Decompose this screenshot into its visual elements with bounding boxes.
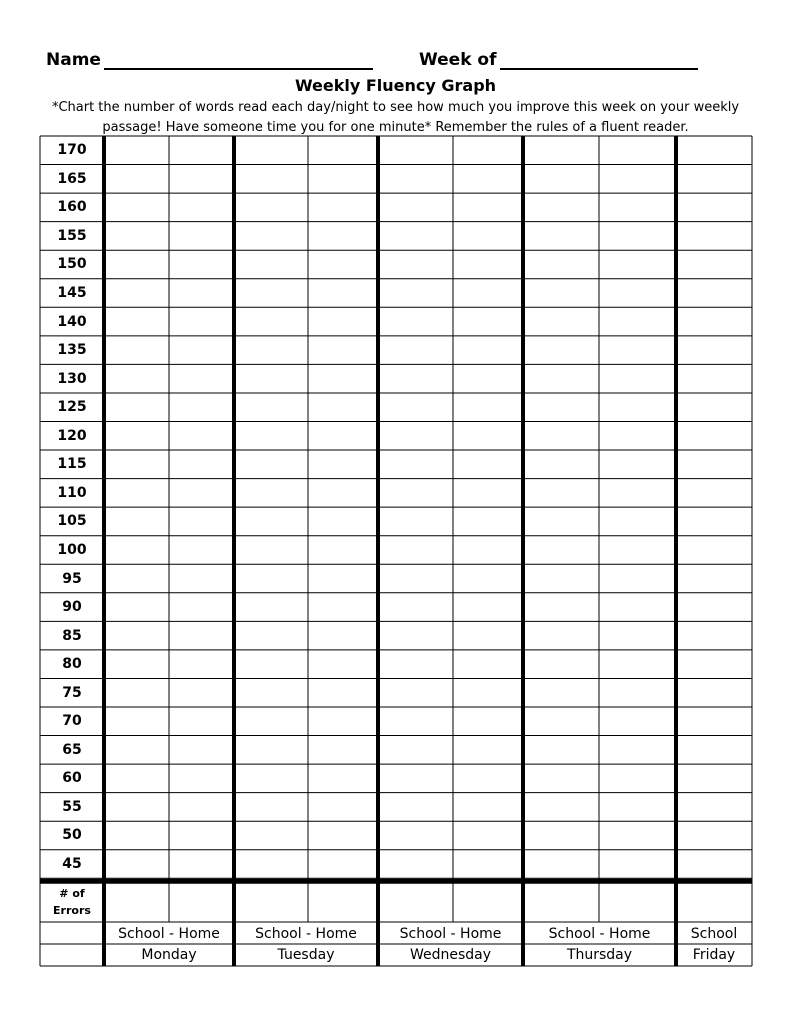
y-axis-label: 115 — [57, 456, 87, 473]
y-axis-label: 60 — [62, 770, 82, 787]
y-axis-label: 75 — [62, 684, 82, 701]
day-label-tuesday: Tuesday — [277, 947, 335, 963]
name-label: Name — [46, 50, 101, 70]
y-axis-label: 85 — [62, 627, 82, 644]
y-axis-label: 105 — [57, 513, 87, 530]
y-axis-label: 150 — [57, 256, 87, 273]
y-axis-label: 155 — [57, 227, 87, 244]
school-home-label: School - Home — [548, 926, 651, 942]
y-axis-label: 55 — [62, 798, 82, 815]
y-axis-label: 95 — [62, 570, 82, 587]
y-axis-label: 165 — [57, 170, 87, 187]
day-label-thursday: Thursday — [566, 947, 633, 963]
y-axis-label: 125 — [57, 399, 87, 416]
y-axis-label: 50 — [62, 827, 82, 844]
y-axis-label: 135 — [57, 342, 87, 359]
y-axis-label: 120 — [57, 427, 87, 444]
y-axis-label: 80 — [62, 656, 82, 673]
y-axis-label: 170 — [57, 142, 87, 159]
page-title: Weekly Fluency Graph — [294, 76, 497, 95]
instructions-line-2: passage! Have someone time you for one minute* Remember the rules of a fluent reader. — [102, 120, 689, 135]
school-home-label: School - Home — [255, 926, 357, 942]
errors-label-line-2: Errors — [53, 904, 91, 917]
y-axis-label: 90 — [62, 599, 82, 616]
errors-label-line-1: # of — [59, 887, 85, 900]
school-home-label: School - Home — [118, 926, 220, 942]
y-axis-label: 160 — [57, 199, 87, 216]
day-label-monday: Monday — [141, 947, 197, 963]
y-axis-label: 65 — [62, 741, 82, 758]
y-axis-label: 130 — [57, 370, 87, 387]
week-of-label: Week of — [419, 50, 497, 70]
school-home-label: School — [690, 926, 738, 942]
day-label-friday: Friday — [692, 947, 736, 963]
y-axis-label: 45 — [62, 856, 82, 873]
school-home-label: School - Home — [399, 926, 502, 942]
y-axis-label: 70 — [62, 713, 82, 730]
y-axis-label: 110 — [57, 484, 87, 501]
day-label-wednesday: Wednesday — [409, 947, 492, 963]
y-axis-label: 100 — [57, 541, 87, 558]
y-axis-label: 145 — [57, 285, 87, 302]
instructions-line-1: *Chart the number of words read each day/night to see how much you improve this week on your weekly — [51, 100, 740, 115]
y-axis-label: 140 — [57, 313, 87, 330]
